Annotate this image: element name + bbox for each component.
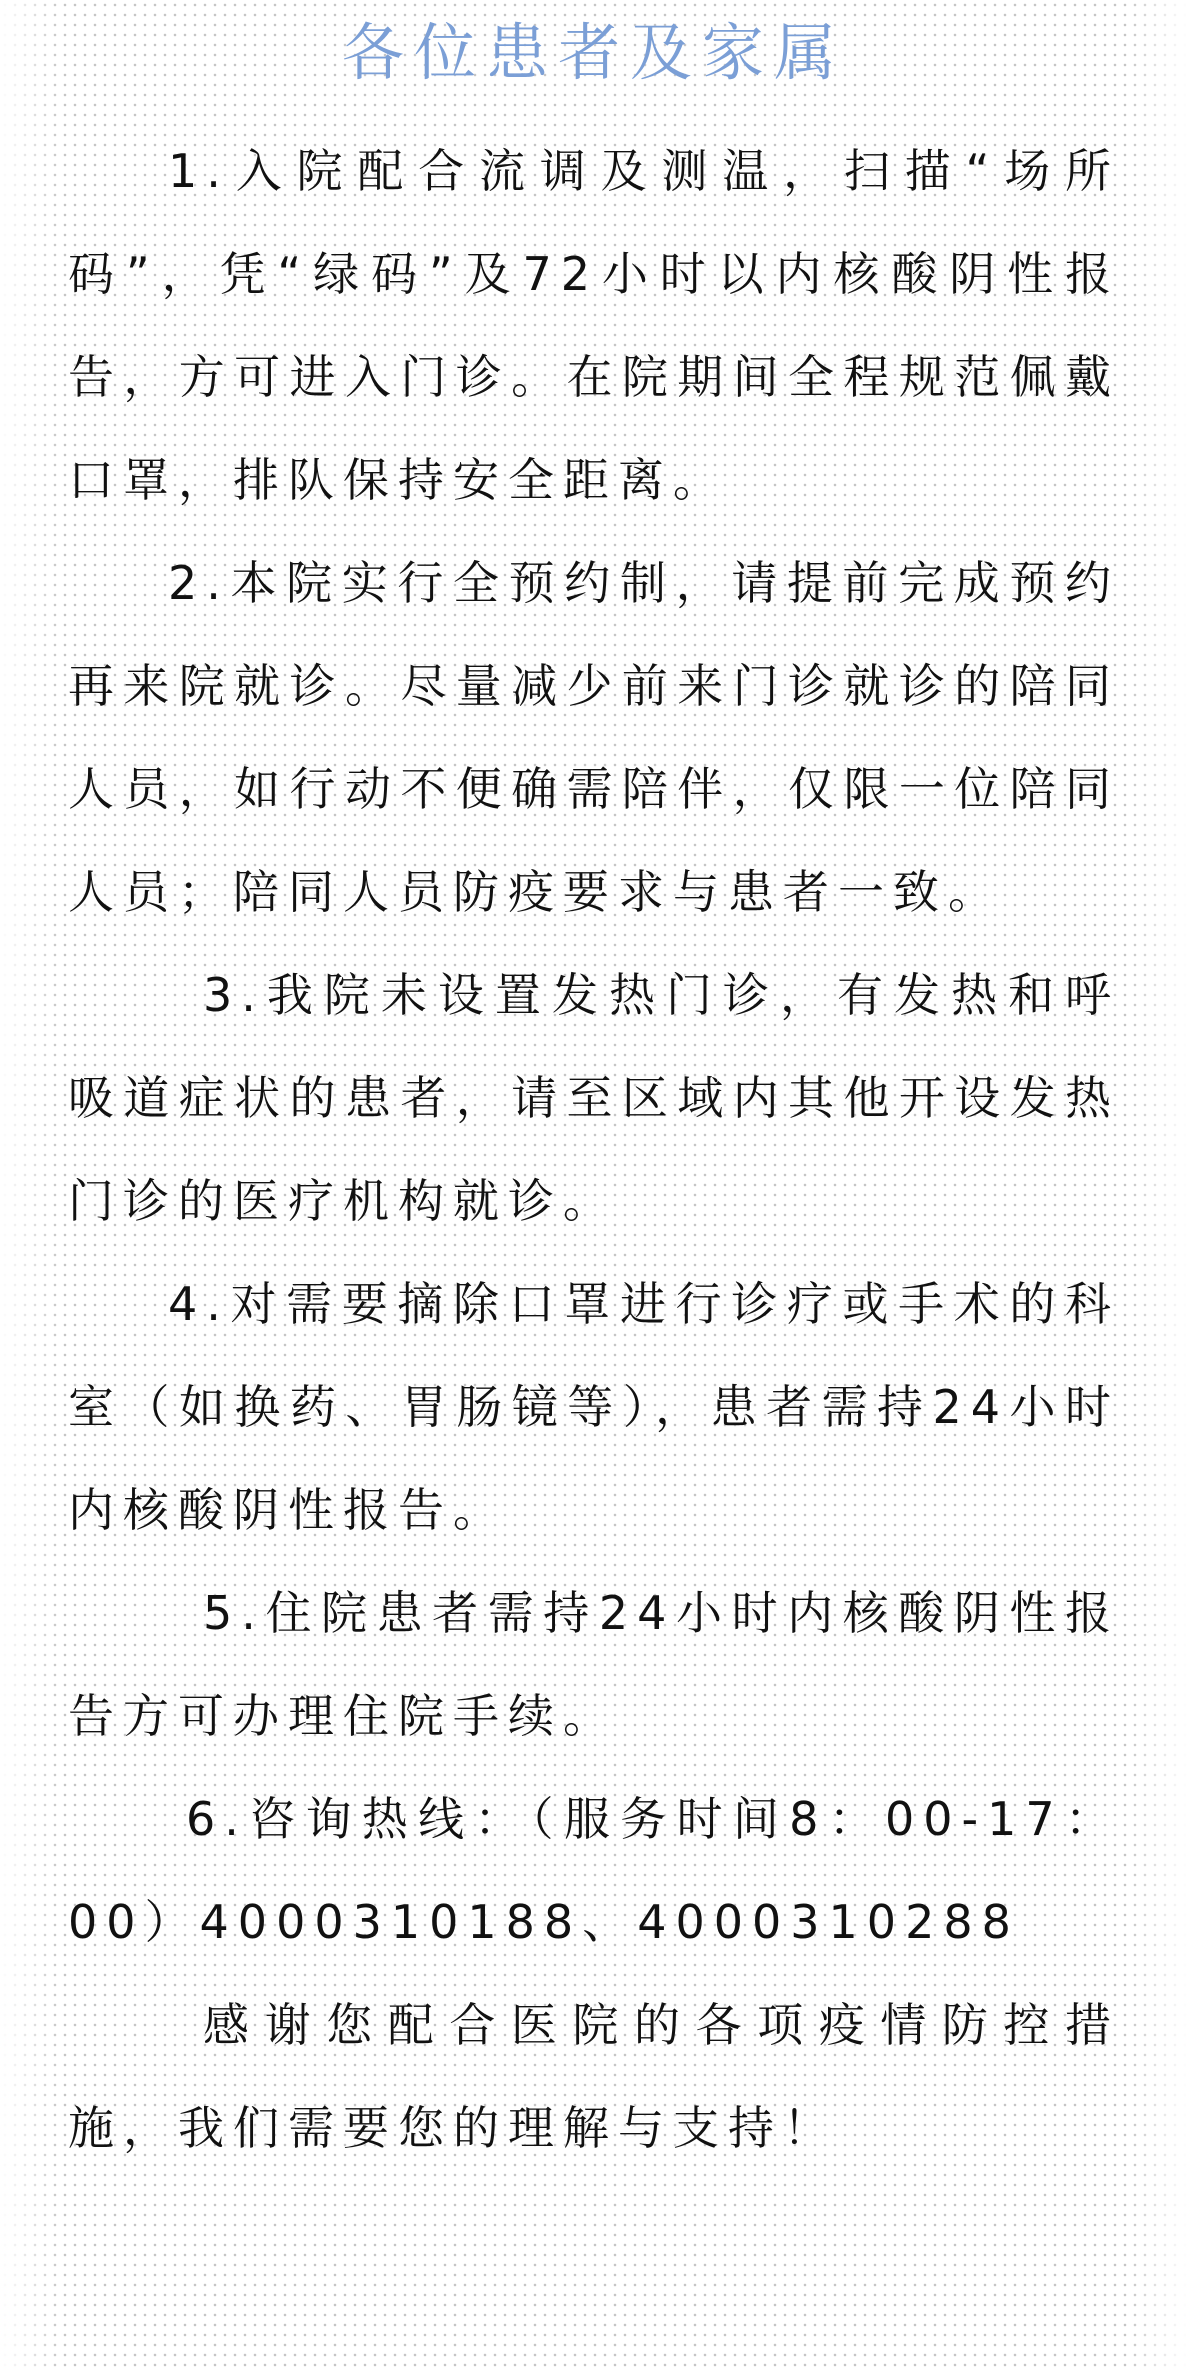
notice-title: 各位患者及家属 bbox=[341, 16, 846, 89]
notice-item-3: 3.我院未设置发热门诊，有发热和呼吸道症状的患者，请至区域内其他开设发热门诊的医疗机构就诊。 bbox=[68, 968, 1120, 1228]
notice-item-1: 1.入院配合流调及测温，扫描“场所码”，凭“绿码”及72小时以内核酸阴性报告，方可进入门诊。在院期间全程规范佩戴口罩，排队保持安全距离。 bbox=[68, 144, 1120, 507]
notice-item-6: 6.咨询热线：（服务时间8：00-17：00）4000310188、4000310288 bbox=[68, 1792, 1120, 1949]
notice-item-5: 5.住院患者需持24小时内核酸阴性报告方可办理住院手续。 bbox=[68, 1586, 1120, 1743]
notice-body bbox=[68, 120, 1120, 2180]
left-edge-fade bbox=[0, 0, 60, 2371]
notice-item-2: 2.本院实行全预约制，请提前完成预约再来院就诊。尽量减少前来门诊就诊的陪同人员，如行动不便确需陪伴，仅限一位陪同人员；陪同人员防疫要求与患者一致。 bbox=[68, 556, 1120, 919]
right-edge-fade bbox=[1128, 0, 1188, 2371]
notice-closing: 感谢您配合医院的各项疫情防控措施，我们需要您的理解与支持！ bbox=[68, 1998, 1120, 2155]
notice-item-4: 4.对需要摘除口罩进行诊疗或手术的科室（如换药、胃肠镜等），患者需持24小时内核酸阴性报告。 bbox=[68, 1277, 1120, 1537]
